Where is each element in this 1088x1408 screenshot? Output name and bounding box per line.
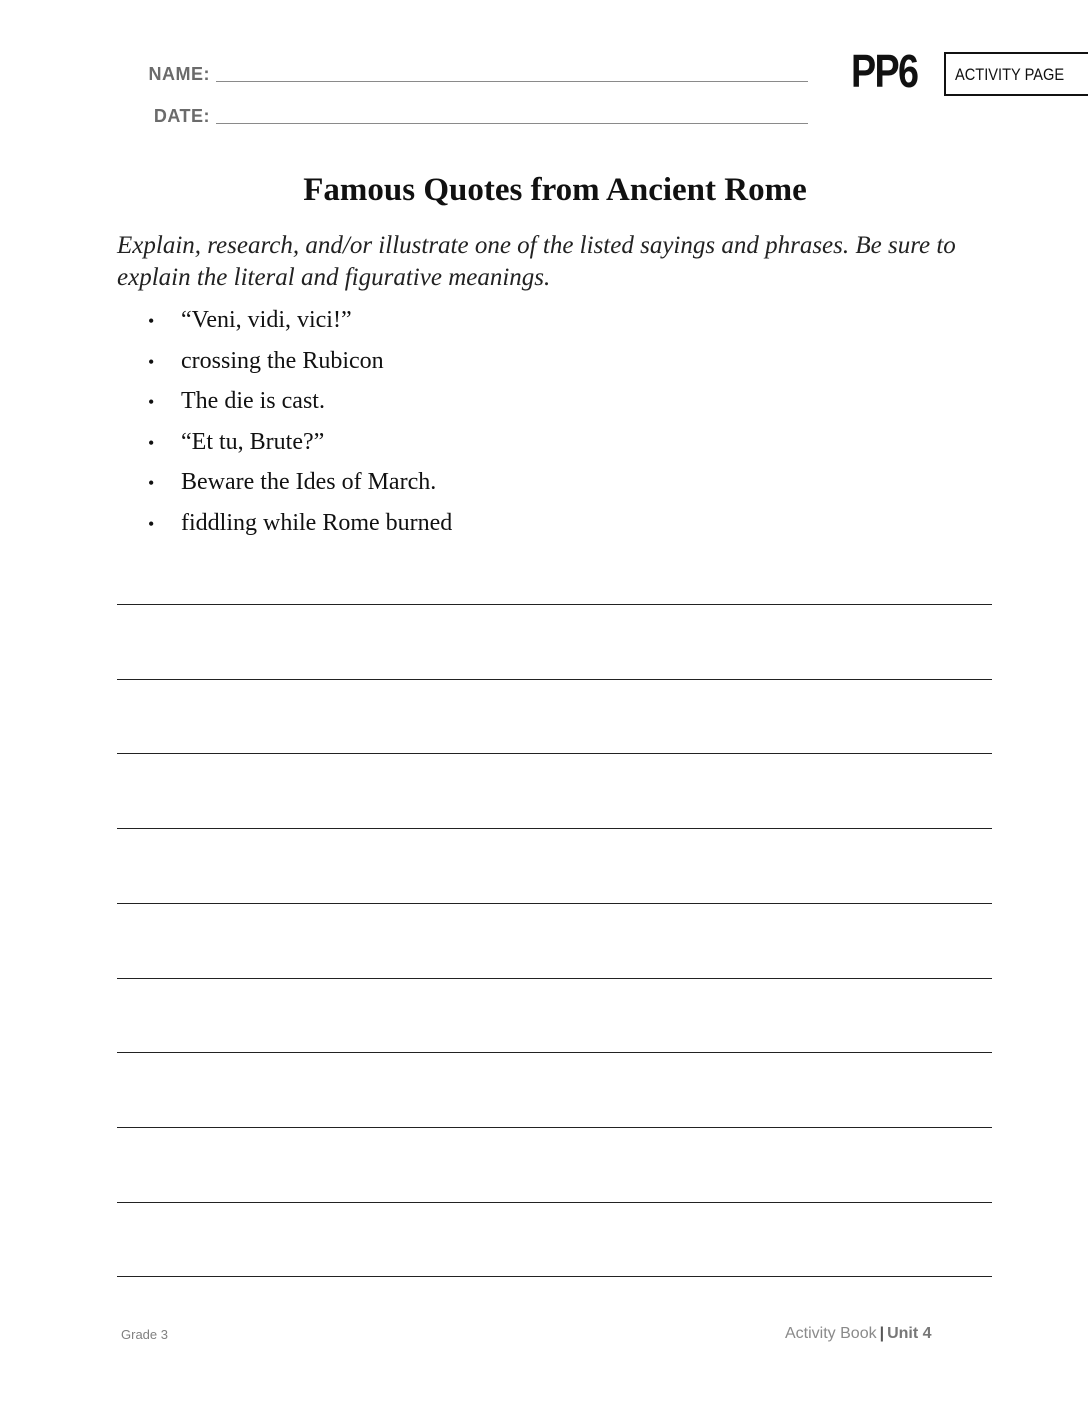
bullet-icon: •: [148, 513, 155, 534]
writing-line[interactable]: [117, 604, 992, 605]
bullet-icon: •: [148, 392, 155, 412]
writing-line[interactable]: [117, 978, 992, 979]
quote-text: crossing the Rubicon: [181, 347, 384, 374]
name-field-row: [148, 64, 808, 85]
page-title: Famous Quotes from Ancient Rome: [303, 172, 807, 208]
date-line[interactable]: [216, 123, 808, 124]
footer-unit: Unit 4: [887, 1325, 932, 1342]
writing-line[interactable]: [117, 828, 992, 829]
writing-line[interactable]: [117, 1052, 992, 1053]
writing-line[interactable]: [117, 679, 992, 680]
activity-page-label: ACTIVITY PAGE: [955, 65, 1065, 85]
quote-text: Beware the Ides of March.: [181, 469, 437, 495]
bullet-icon: •: [148, 311, 155, 331]
bullet-icon: •: [148, 432, 155, 453]
bullet-icon: •: [148, 351, 155, 372]
list-item: [148, 466, 452, 507]
footer-book: [785, 1325, 932, 1343]
quote-list: [148, 304, 452, 547]
writing-line[interactable]: [117, 1276, 992, 1277]
footer-book-title: Activity Book: [785, 1325, 877, 1342]
bullet-icon: •: [148, 473, 155, 493]
date-label: DATE:: [153, 106, 210, 126]
writing-line[interactable]: [117, 1202, 992, 1203]
activity-page-badge: [944, 52, 1088, 96]
list-item: [148, 426, 452, 467]
quote-text: The die is cast.: [181, 388, 325, 414]
footer-separator: |: [879, 1325, 885, 1342]
quote-text: “Veni, vidi, vici!”: [181, 307, 352, 333]
footer-grade: Grade 3: [121, 1327, 168, 1342]
name-label: NAME:: [148, 64, 210, 84]
writing-line[interactable]: [117, 1127, 992, 1128]
list-item: [148, 304, 452, 345]
writing-line[interactable]: [117, 753, 992, 754]
quote-text: “Et tu, Brute?”: [181, 428, 325, 455]
page-code: PP6: [851, 45, 918, 97]
list-item: [148, 507, 452, 548]
writing-line[interactable]: [117, 903, 992, 904]
list-item: [148, 385, 452, 426]
instructions: Explain, research, and/or illustrate one of the listed sayings and phrases. Be sure to explain the literal and figurative meanings.: [117, 232, 956, 291]
list-item: [148, 345, 452, 386]
name-line[interactable]: [216, 81, 808, 82]
quote-text: fiddling while Rome burned: [181, 509, 453, 536]
date-field-row: [148, 106, 808, 127]
